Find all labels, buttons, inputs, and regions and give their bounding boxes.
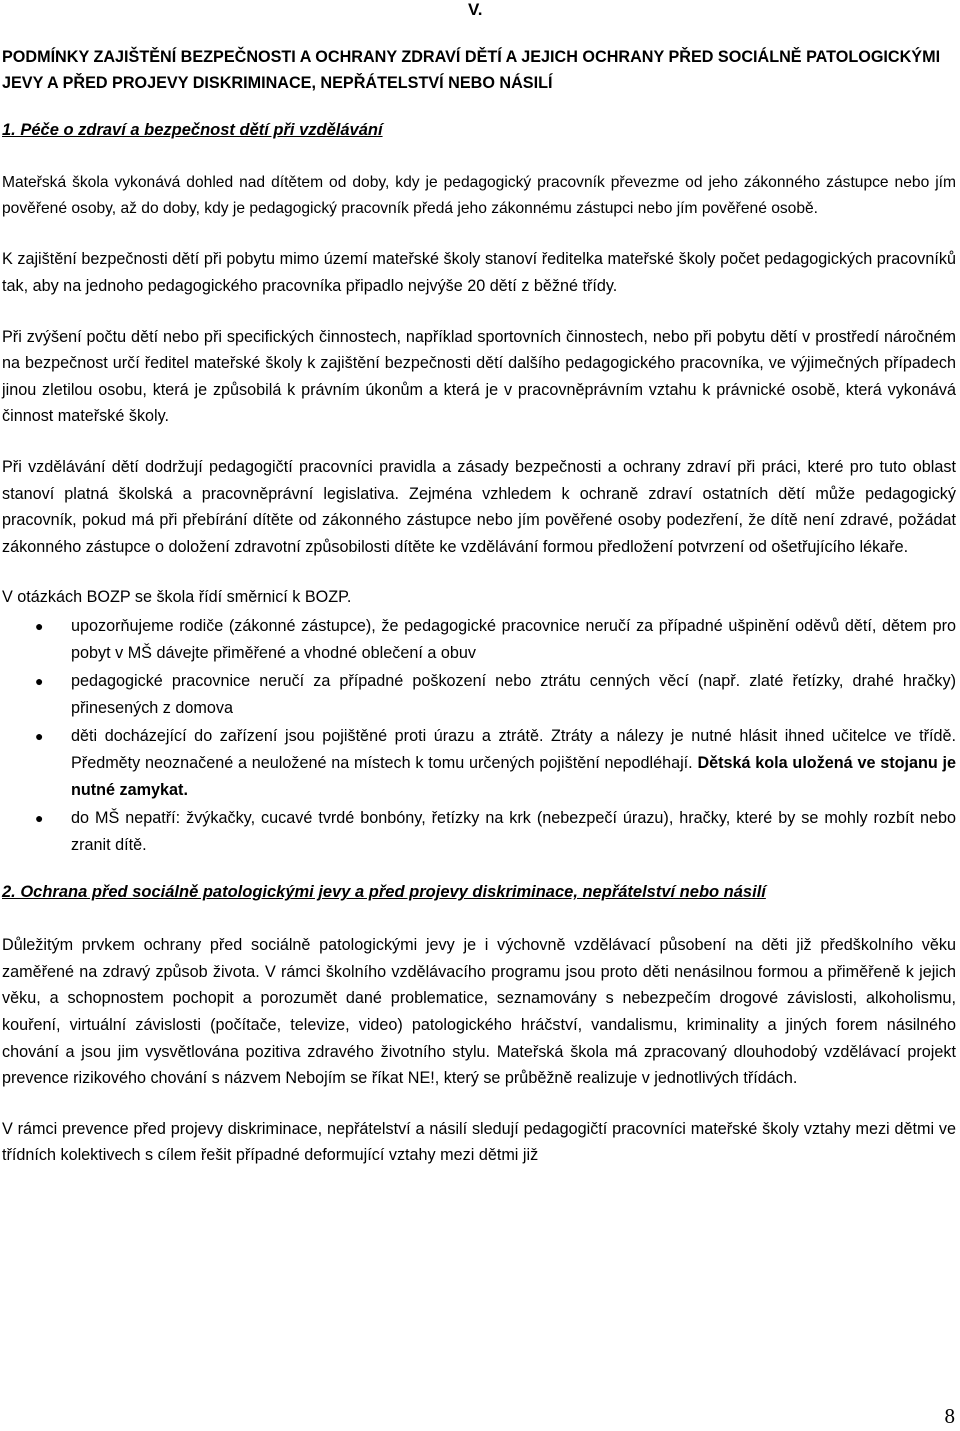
list-item	[2, 613, 956, 666]
list-item-text: upozorňujeme rodiče (zákonné zástupce), že pedagogické pracovnice neručí za případné ušpinění oděvů dětí, dětem pro pobyt v MŠ dávejte přiměřené a vhodné oblečení a obuv	[71, 616, 956, 662]
list-item-text: děti docházející do zařízení jsou pojištěné proti úrazu a ztrátě. Ztráty a nálezy je nutné hlásit ihned učitelce ve třídě. Předměty neoznačené a neuložené na místech k tomu určených pojištění nepodléhají.	[71, 727, 956, 772]
paragraph-additional-staff: Při zvýšení počtu dětí nebo při specifických činnostech, například sportovních činnostech, nebo při pobytu dětí v prostředí náročném na bezpečnost určí ředitel mateřské školy k zajištění bezpečnosti dětí dalšího pedagogického pracovníka, ve výjimečných případech jinou zletilou osobu, která je způsobilá k právním úkonům a která je v pracovněprávním vztahu k právnické osobě, která vykonává činnost mateřské školy.	[2, 327, 956, 426]
bullet-icon: ●	[35, 673, 44, 690]
page-number: 8	[944, 1404, 955, 1428]
rules-list	[2, 613, 956, 858]
list-item-text: do MŠ nepatří: žvýkačky, cucavé tvrdé bonbóny, řetízky na krk (nebezpečí úrazu), hračky, které by se mohly rozbít nebo zranit dítě.	[71, 809, 956, 854]
paragraph-health-rules: Při vzdělávání dětí dodržují pedagogičtí pracovníci pravidla a zásady bezpečnosti a ochrany zdraví při práci, které pro tuto oblast stanoví platná školská a pracovněprávní legislativa. Zejména vzhledem k ochraně zdraví ostatních dětí může pedagogický pracovník, pokud má při přebírání dítěte od zákonného zástupce nebo jím pověřené osoby podezření, že dítě není zdravé, požádat zákonného zástupce o doložení zdravotní způsobilosti dítěte ke vzdělávání formou předložení potvrzení od ošetřujícího lékaře.	[2, 457, 956, 556]
list-item-bold-text: Dětská kola uložená ve stojanu je nutné zamykat.	[71, 753, 957, 799]
paragraph-bozp: V otázkách BOZP se škola řídí směrnicí k BOZP.	[2, 588, 352, 607]
list-item-text: pedagogické pracovnice neručí za případné poškození nebo ztrátu cenných věcí (např. zlaté řetízky, drahé hračky) přinesených z domova	[71, 672, 956, 717]
list-item	[2, 668, 956, 721]
document-page	[2, 44, 956, 1193]
chapter-title: PODMÍNKY ZAJIŠTĚNÍ BEZPEČNOSTI A OCHRANY ZDRAVÍ DĚTÍ A JEJICH OCHRANY PŘED SOCIÁLNĚ PATOLOGICKÝMI JEVY A PŘED PROJEVY DISKRIMINACE, NEPŘÁTELSTVÍ NEBO NÁSILÍ	[2, 48, 941, 92]
bullet-icon: ●	[35, 728, 44, 745]
bullet-icon: ●	[35, 810, 44, 827]
paragraph-discrimination: V rámci prevence před projevy diskriminace, nepřátelství a násilí sledují pedagogičtí pracovníci mateřské školy vztahy mezi dětmi ve třídních kolektivech s cílem řešit případné deformující vztahy mezi dětmi již	[2, 1119, 956, 1165]
paragraph-supervision: Mateřská škola vykonává dohled nad dítětem od doby, kdy je pedagogický pracovník převezme od jeho zákonného zástupce nebo jím pověřené osoby, až do doby, kdy je pedagogický pracovník předá jeho zákonnému zástupci nebo jím pověřené osobě.	[2, 174, 956, 218]
chapter-number: V.	[468, 0, 483, 19]
bullet-icon: ●	[35, 617, 44, 634]
list-item	[2, 723, 956, 803]
paragraph-prevention: Důležitým prvkem ochrany před sociálně patologickými jevy je i výchovně vzdělávací působení na děti již předškolního věku zaměřené na zdravý způsob života. V rámci školního vzdělávacího programu jsou proto děti nenásilnou formou a přiměřeně k jejich věku, a schopnostem pochopit a porozumět dané problematice, seznamovány s nebezpečím drogové závislosti, alkoholismu, kouření, virtuální závislosti (počítače, televize, video) patologického hráčství, vandalismu, kriminality a jiných forem násilného chování a jsou jim vysvětlována pozitiva zdravého životního stylu. Mateřská škola má zpracovaný dlouhodobý vzdělávací projekt prevence rizikového chování s názvem Nebojím se říkat NE!, který se průběžně realizuje v jednotlivých třídách.	[2, 936, 956, 1088]
section-2-heading: 2. Ochrana před sociálně patologickými jevy a před projevy diskriminace, nepřátelství nebo násilí	[2, 883, 766, 902]
paragraph-staff-count: K zajištění bezpečnosti dětí při pobytu mimo území mateřské školy stanoví ředitelka mateřské školy počet pedagogických pracovníků tak, aby na jednoho pedagogického pracovníka připadlo nejvýše 20 dětí z běžné třídy.	[2, 250, 956, 295]
section-1-heading: 1. Péče o zdraví a bezpečnost dětí při vzdělávání	[2, 121, 383, 139]
list-item	[2, 805, 956, 858]
